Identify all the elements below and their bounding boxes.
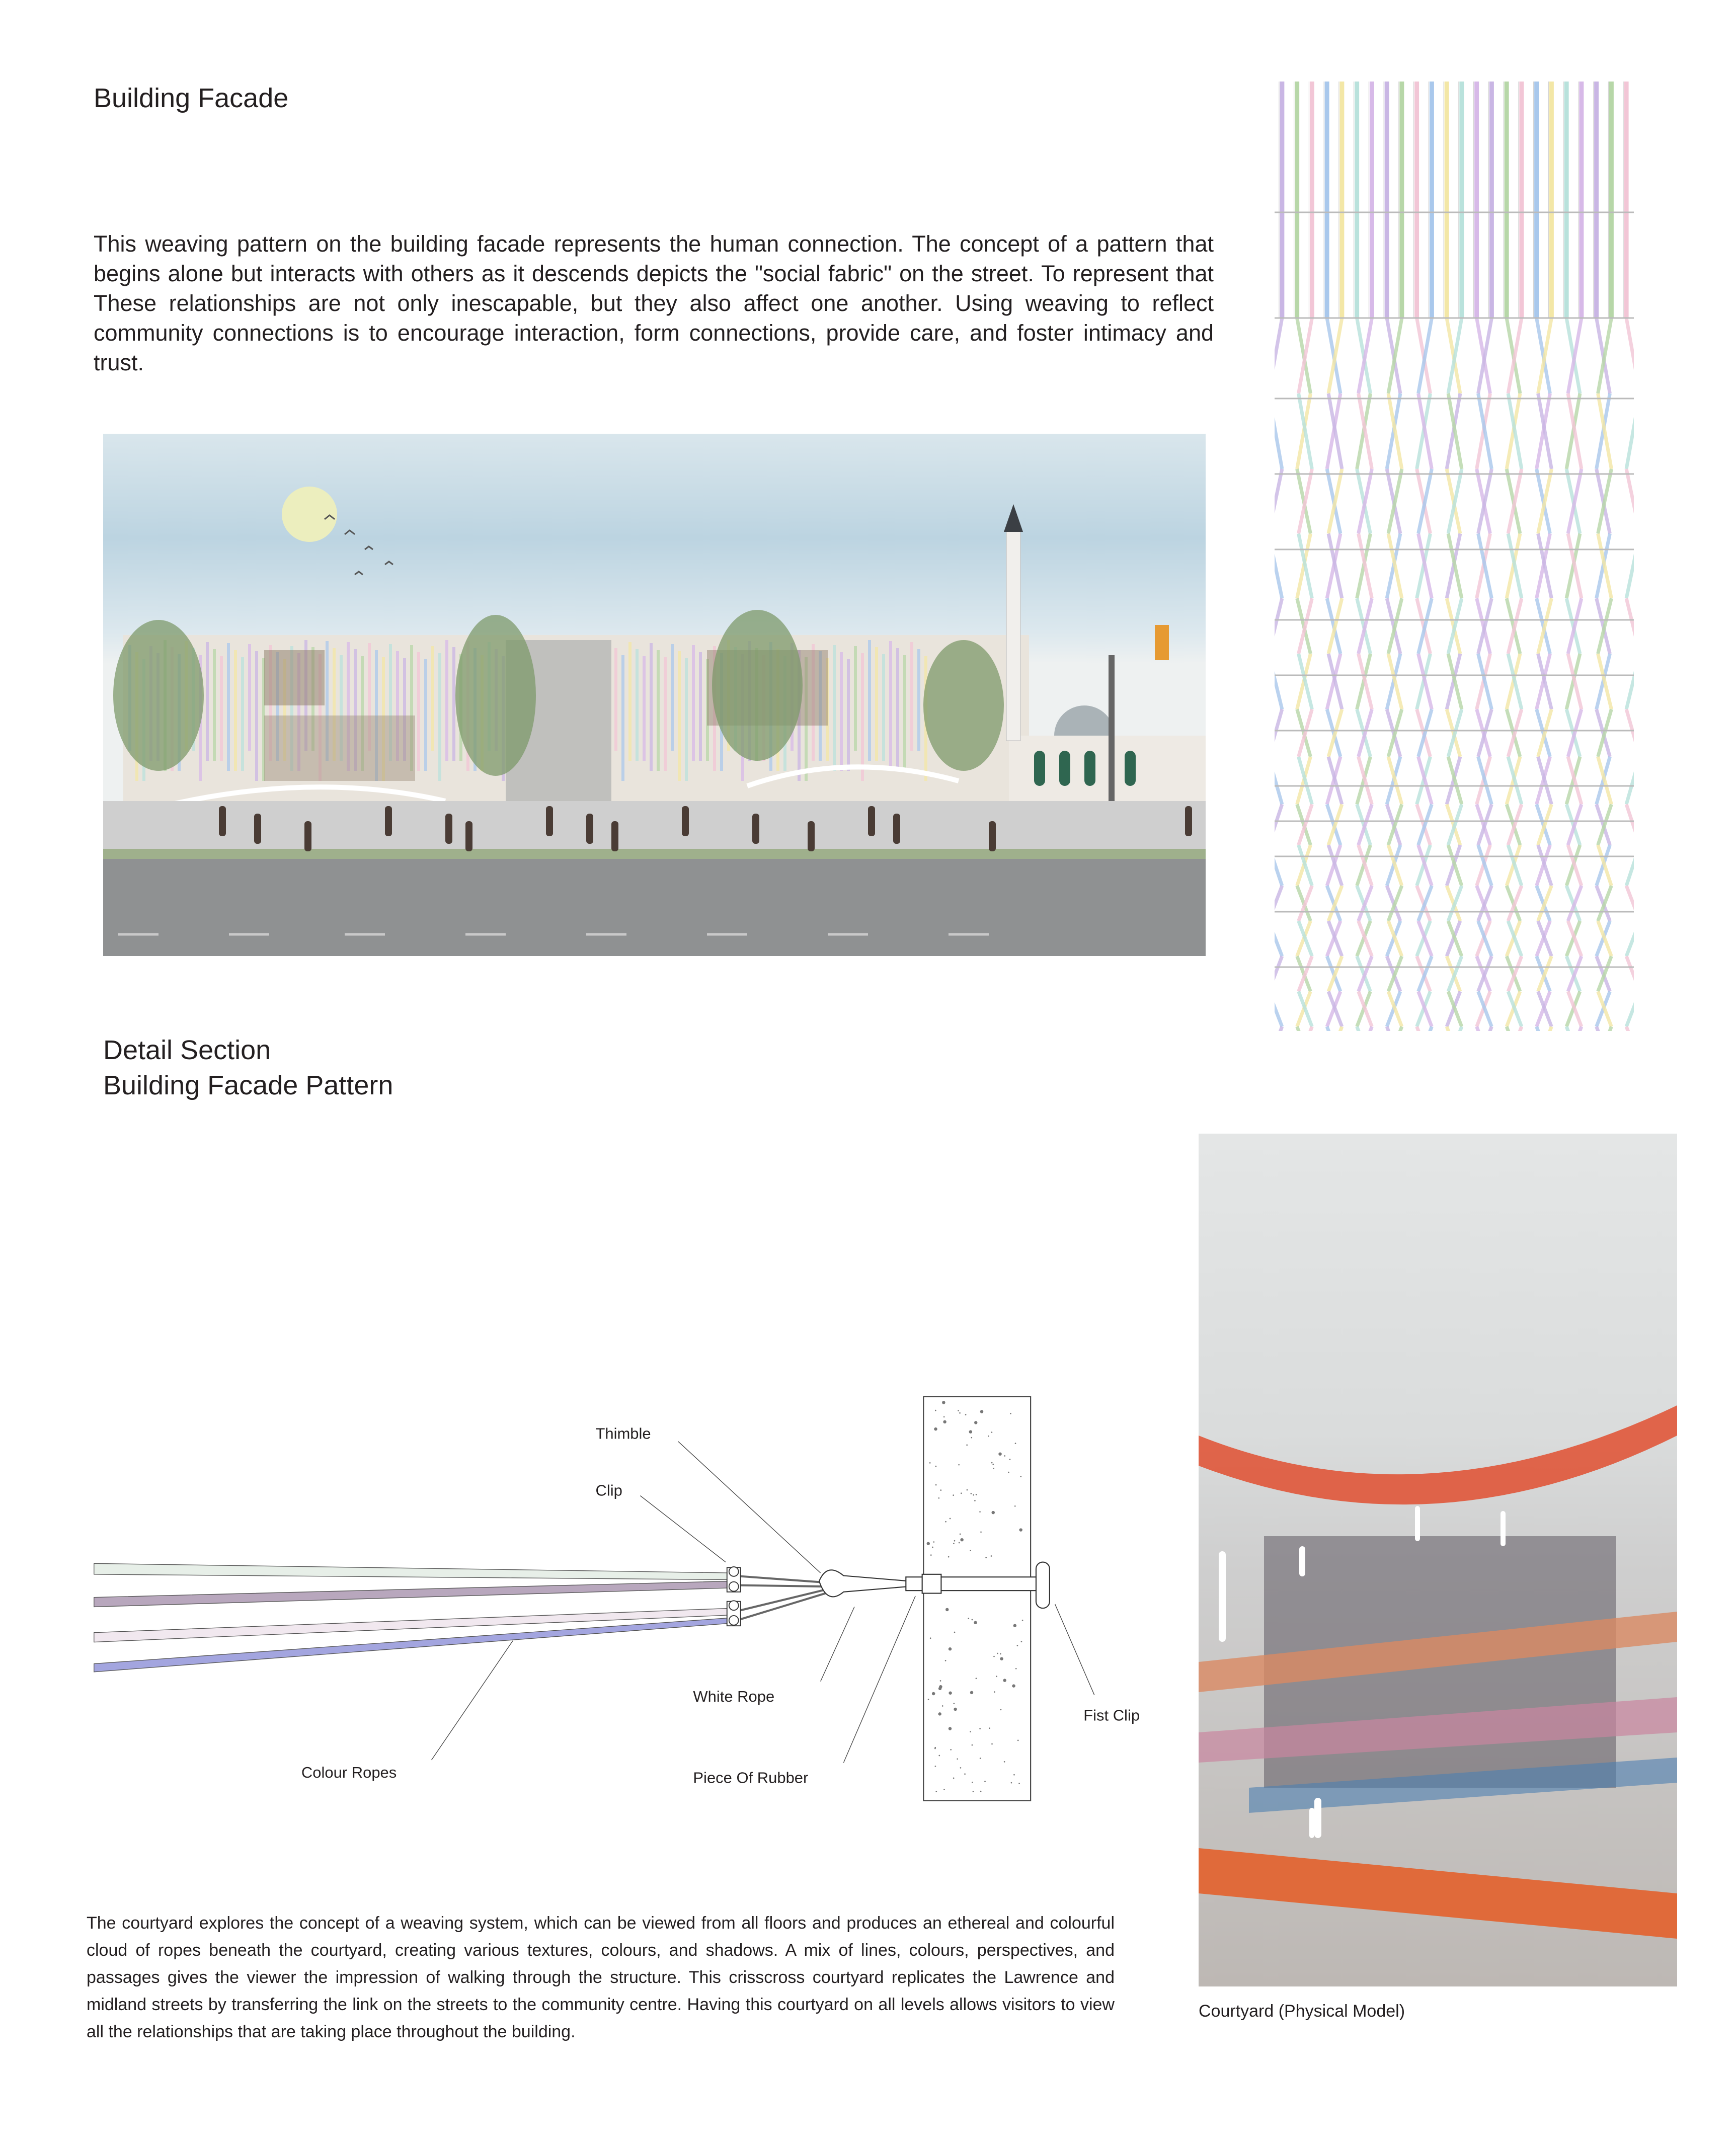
street-elevation-render xyxy=(103,434,1206,956)
clip-icon xyxy=(727,1567,741,1626)
rope-white-green xyxy=(94,1563,733,1579)
detail-title-line1: Detail Section xyxy=(103,1035,271,1065)
pedestrian-figure xyxy=(586,814,593,844)
pattern-strand xyxy=(1275,956,1282,991)
pedestrian-figure xyxy=(682,806,689,836)
pattern-strand xyxy=(1538,1026,1552,1031)
pedestrian-figure xyxy=(868,806,875,836)
rubber-piece xyxy=(922,1574,941,1594)
rope-connection-detail-diagram xyxy=(82,1383,1180,1817)
pattern-strand xyxy=(1327,1026,1340,1031)
pattern-strand xyxy=(1568,1026,1582,1031)
pattern-strand xyxy=(1359,1026,1372,1031)
facade-description: This weaving pattern on the building facade represents the human connection. The concept of a pattern that begins alone but interacts with others as it descends depicts the "social fabric" on the street. To represent that These relationships are not only inescapable, but they also affect one another. Using weaving to reflect community connections is to encourage interaction, form connections, provide care, and foster intimacy and trust. xyxy=(94,231,1214,375)
courtyard-description: The courtyard explores the concept of a weaving system, which can be viewed from all floors and produces an ethereal and colourful cloud of ropes beneath the courtyard, creating various textures, colours, and shadows. A mix of lines, colours, perspectives, and passages gives the viewer the impression of walking through the structure. This crisscross courtyard replicates the Lawrence and midland streets by transferring the link on the streets to the community centre. Having this courtyard on all levels allows visitors to view all the relationships that are taking place throughout the building. xyxy=(87,1914,1115,2041)
facade-weave-pattern xyxy=(1275,82,1634,1031)
pattern-strand xyxy=(1477,1026,1490,1031)
detail-section-heading xyxy=(103,1032,393,1103)
pedestrian-figure xyxy=(219,806,226,836)
pedestrian-figure xyxy=(465,821,472,851)
pedestrian-figure xyxy=(808,821,815,851)
pedestrian-figure xyxy=(445,814,452,844)
road xyxy=(103,859,1206,956)
pattern-strand xyxy=(1297,1026,1311,1031)
pattern-strand xyxy=(1537,1026,1550,1031)
pattern-strand xyxy=(1275,886,1282,921)
street-render-illustration xyxy=(103,434,1206,956)
pattern-strand xyxy=(1447,1026,1460,1031)
pedestrian-figure xyxy=(385,806,392,836)
pedestrian-figure xyxy=(752,814,759,844)
pattern-strand xyxy=(1597,1026,1610,1031)
pedestrian-figure xyxy=(304,821,311,851)
pattern-strand xyxy=(1566,1026,1580,1031)
pattern-strand xyxy=(1357,1026,1371,1031)
label-fist-clip: Fist Clip xyxy=(1083,1706,1140,1724)
pattern-strand xyxy=(1626,886,1634,921)
pattern-strand xyxy=(1275,804,1282,845)
label-clip: Clip xyxy=(595,1481,622,1499)
facade-title: Building Facade xyxy=(94,83,289,113)
pattern-strand xyxy=(1275,709,1282,757)
pattern-strand xyxy=(1508,1026,1522,1031)
pattern-strand xyxy=(1418,1026,1432,1031)
pattern-strand xyxy=(1387,1026,1400,1031)
pattern-strand xyxy=(1626,318,1634,393)
pedestrian-figure xyxy=(1185,806,1192,836)
pattern-strand xyxy=(1626,469,1634,534)
pattern-strand xyxy=(1275,1026,1282,1031)
pattern-strand xyxy=(1626,956,1634,991)
pattern-strand xyxy=(1388,1026,1402,1031)
pattern-strand xyxy=(1417,1026,1431,1031)
pattern-strand xyxy=(1598,1026,1612,1031)
model-caption: Courtyard (Physical Model) xyxy=(1199,2002,1405,2021)
label-white-rope: White Rope xyxy=(693,1688,775,1706)
pattern-strand xyxy=(1275,469,1282,534)
pattern-strand xyxy=(1507,1026,1520,1031)
rope-purple xyxy=(94,1581,733,1607)
model-photo-illustration xyxy=(1199,1134,1677,1986)
fist-clip-icon xyxy=(1036,1562,1050,1609)
pedestrian-figure xyxy=(893,814,900,844)
pedestrian-figure xyxy=(254,814,261,844)
pattern-strand xyxy=(1626,1026,1634,1031)
sidewalk xyxy=(103,801,1206,849)
pattern-strand xyxy=(1478,1026,1492,1031)
pedestrian-figure xyxy=(546,806,553,836)
sun-icon xyxy=(282,487,337,542)
concrete-wall xyxy=(923,1397,1031,1801)
pattern-strand xyxy=(1626,804,1634,845)
label-thimble: Thimble xyxy=(595,1424,651,1443)
pedestrian-figure xyxy=(611,821,618,851)
thimble-icon xyxy=(819,1570,909,1597)
detail-title-line2: Building Facade Pattern xyxy=(103,1070,393,1100)
pattern-strand xyxy=(1626,709,1634,757)
pattern-strand xyxy=(1275,318,1282,393)
courtyard-model-photo xyxy=(1199,1134,1677,1986)
pattern-strand xyxy=(1328,1026,1342,1031)
pattern-strand xyxy=(1626,598,1634,654)
label-piece-of-rubber: Piece Of Rubber xyxy=(693,1769,809,1787)
pedestrian-figure xyxy=(989,821,996,851)
pattern-strand xyxy=(1299,1026,1312,1031)
pattern-strand xyxy=(1275,598,1282,654)
label-colour-ropes: Colour Ropes xyxy=(301,1763,397,1781)
pattern-strand xyxy=(1448,1026,1462,1031)
